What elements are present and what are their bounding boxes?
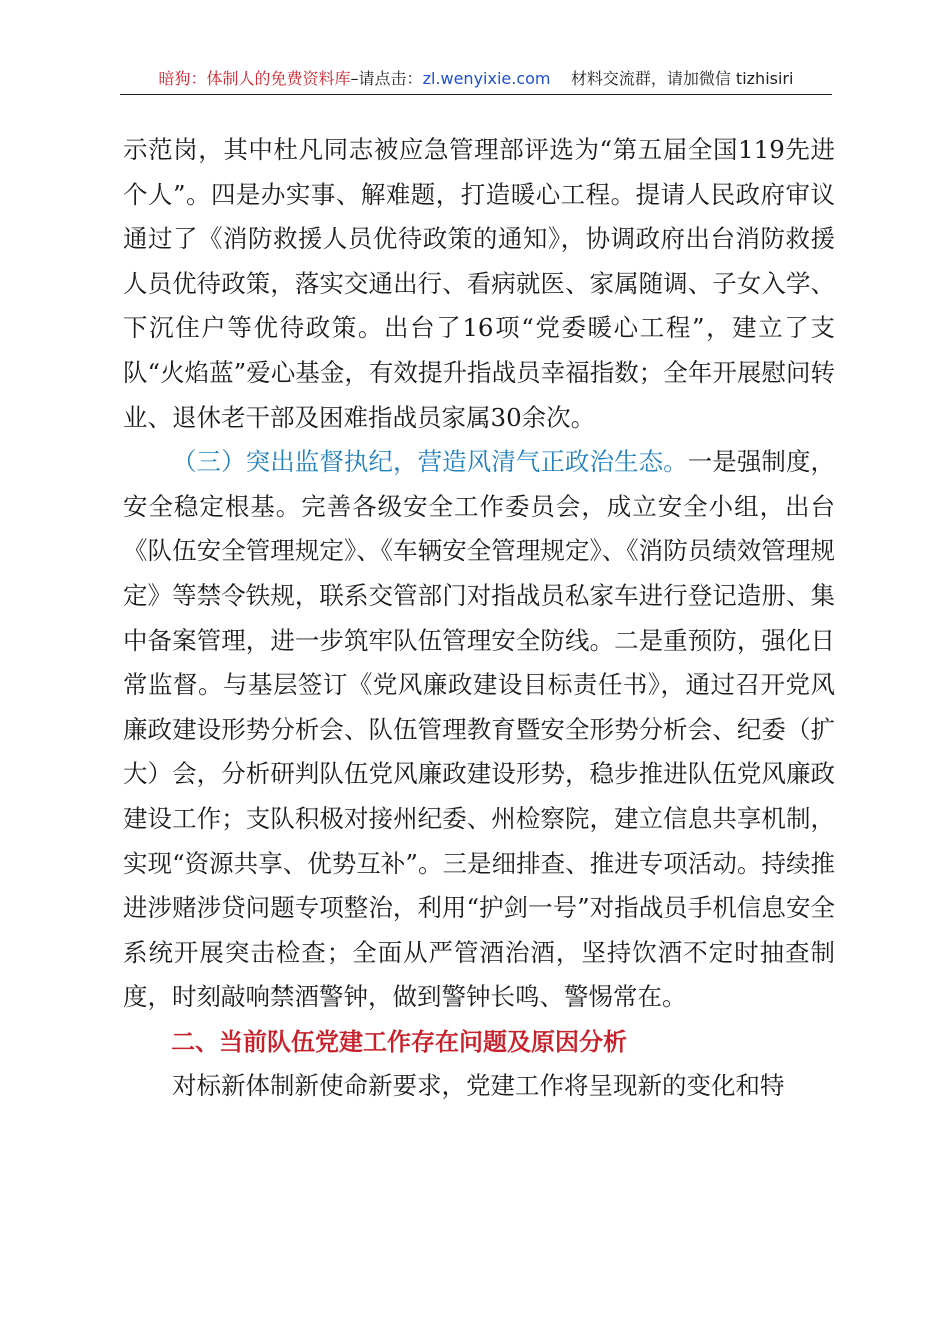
paragraph-continuation: 示范岗，其中杜凡同志被应急管理部评选为“第五届全国119先进个人”。四是办实事、解难题，打造暖心工程。提请人民政府审议通过了《消防救援人员优待政策的通知》，协调政府出台消防救援人员优待政策，落实交通出行、看病就医、家属随调、子女入学、下沉住户等优待政策。出台了16项“党委暖心工程”，建立了支队“火焰蓝”爱心基金，有效提升指战员幸福指数；全年开展慰问转业、退休老干部及困难指战员家属30余次。 bbox=[123, 135, 835, 432]
document-body bbox=[123, 128, 835, 1109]
header-wechat-note: 材料交流群，请加微信 tizhisiri bbox=[570, 69, 794, 88]
paragraph-supervision-body: 一是强制度，安全稳定根基。完善各级安全工作委员会，成立安全小组，出台《队伍安全管理规定》、《车辆安全管理规定》、《消防员绩效管理规定》等禁令铁规，联系交管部门对指战员私家车进行登记造册、集中备案管理，进一步筑牢队伍管理安全防线。二是重预防，强化日常监督。与基层签订《党风廉政建设目标责任书》，通过召开党风廉政建设形势分析会、队伍管理教育暨安全形势分析会、纪委（扩大）会，分析研判队伍党风廉政建设形势，稳步推进队伍党风廉政建设工作；支队积极对接州纪委、州检察院，建立信息共享机制，实现“资源共享、优势互补”。三是细排查、推进专项活动。持续推进涉赌涉贷问题专项整治，利用“护剑一号”对指战员手机信息安全系统开展突击检查；全面从严管酒治酒，坚持饮酒不定时抽查制度，时刻敲响禁酒警钟，做到警钟长鸣、警惕常在。 bbox=[123, 447, 836, 1012]
header-click-prefix: –请点击： bbox=[350, 69, 423, 88]
page-header bbox=[120, 64, 832, 95]
header-brand: 暗狗：体制人的免费资料库 bbox=[158, 69, 351, 88]
sub-heading-three: （三）突出监督执纪，营造风清气正政治生态。 bbox=[172, 447, 688, 477]
header-site-link[interactable]: zl.wenyixie.com bbox=[422, 69, 551, 88]
paragraph-supervision bbox=[123, 440, 835, 1020]
paragraph-section-two-intro: 对标新体制新使命新要求，党建工作将呈现新的变化和特 bbox=[172, 1071, 785, 1101]
section-heading-two: 二、当前队伍党建工作存在问题及原因分析 bbox=[171, 1027, 627, 1056]
